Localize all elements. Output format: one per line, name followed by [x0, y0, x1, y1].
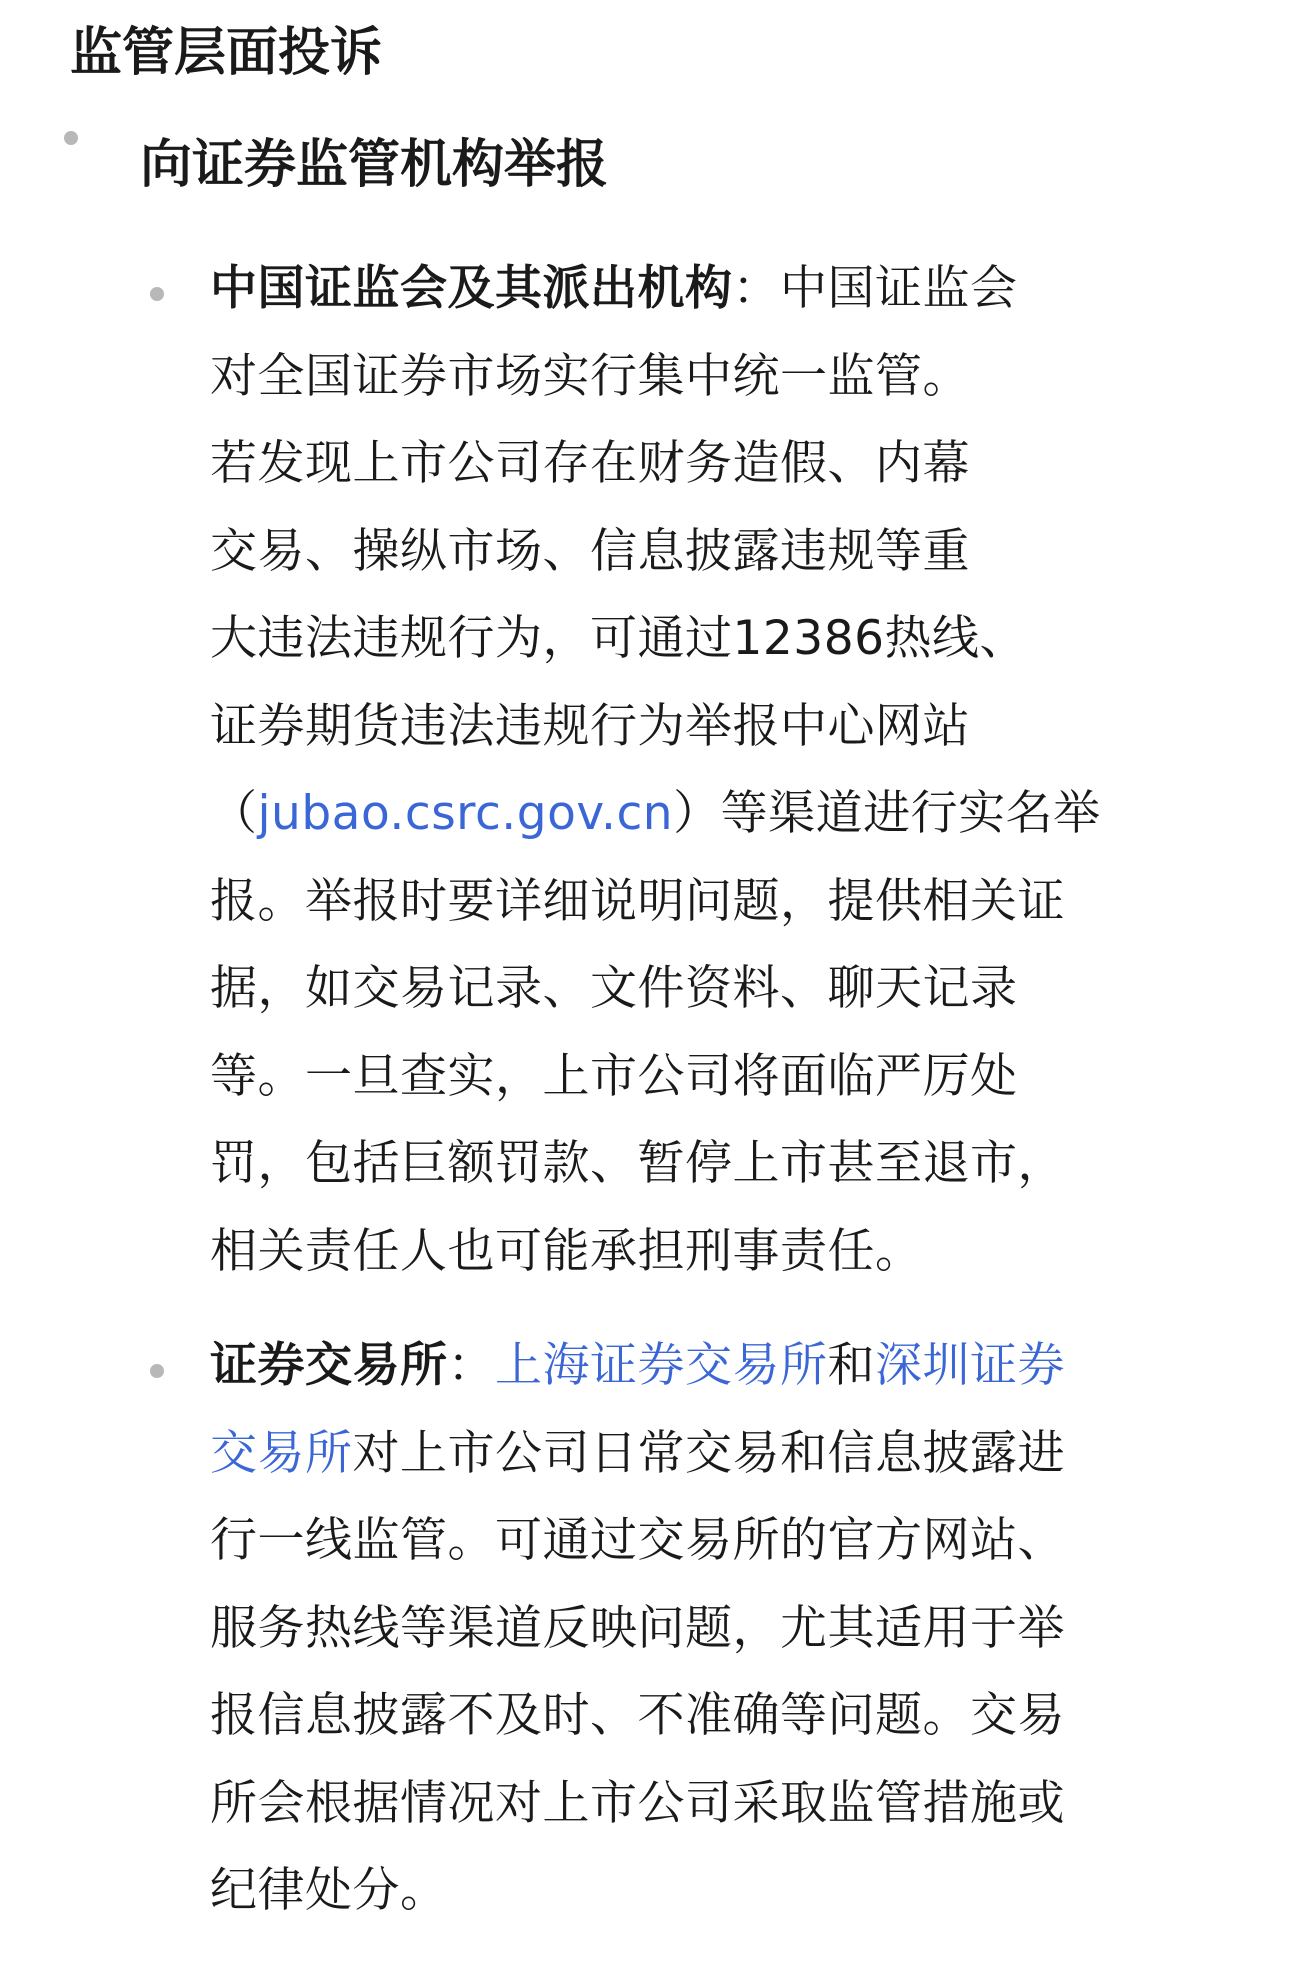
- csrc-paragraph: [210, 245, 1220, 1295]
- text-line: 等。一旦查实，上市公司将面临严厉处: [210, 1048, 1018, 1104]
- term-exchange: 证券交易所: [210, 1338, 448, 1393]
- text-segment: 对上市公司日常交易和信息披露进: [352, 1425, 1065, 1481]
- text-line: 报。举报时要详细说明问题，提供相关证: [210, 873, 1065, 929]
- section-title: 监管层面投诉: [70, 23, 383, 83]
- text-line: 行一线监管。可通过交易所的官方网站、: [210, 1513, 1065, 1568]
- bullet-icon: [150, 287, 164, 301]
- text-segment: 和: [827, 1338, 875, 1393]
- text-line: 对全国证券市场实行集中统一监管。: [210, 348, 970, 404]
- szse-link[interactable]: 交易所: [210, 1425, 353, 1481]
- bullet-icon: [64, 131, 78, 145]
- text-line: [210, 770, 1220, 858]
- text-line: 若发现上市公司存在财务造假、内幕: [210, 436, 970, 491]
- jubao-link[interactable]: jubao.csrc.gov.cn: [257, 786, 674, 841]
- colon: ：: [447, 1338, 495, 1393]
- text-line: [210, 245, 1220, 333]
- text-line: 交易、操纵市场、信息披露违规等重: [210, 523, 970, 579]
- text-segment: 中国证监会: [780, 261, 1018, 316]
- text-line: 证券期货违法违规行为举报中心网站: [210, 698, 970, 754]
- text-line: [210, 1322, 1220, 1410]
- szse-link[interactable]: 深圳证券: [875, 1338, 1065, 1393]
- text-line: 大违法违规行为，可通过12386热线、: [210, 611, 1028, 666]
- text-segment: ）等渠道进行实名举: [673, 786, 1101, 841]
- text-line: 所会根据情况对上市公司采取监管措施或: [210, 1775, 1065, 1831]
- text-line: [210, 1410, 1220, 1498]
- exchange-paragraph: [210, 1322, 1220, 1935]
- item-title-report-to-regulator: 向证券监管机构举报: [140, 135, 609, 195]
- text-line: 纪律处分。: [210, 1863, 448, 1918]
- sse-link[interactable]: 上海证券交易所: [495, 1338, 828, 1393]
- text-line: 报信息披露不及时、不准确等问题。交易: [210, 1688, 1065, 1743]
- text-line: 相关责任人也可能承担刑事责任。: [210, 1223, 923, 1279]
- text-segment: （: [210, 786, 258, 841]
- text-line: 服务热线等渠道反映问题，尤其适用于举: [210, 1600, 1065, 1656]
- bullet-icon: [150, 1364, 164, 1378]
- term-csrc: 中国证监会及其派出机构: [210, 261, 733, 316]
- colon: ：: [732, 261, 780, 316]
- text-line: 罚，包括巨额罚款、暂停上市甚至退市，: [210, 1136, 1065, 1191]
- text-line: 据，如交易记录、文件资料、聊天记录: [210, 961, 1018, 1016]
